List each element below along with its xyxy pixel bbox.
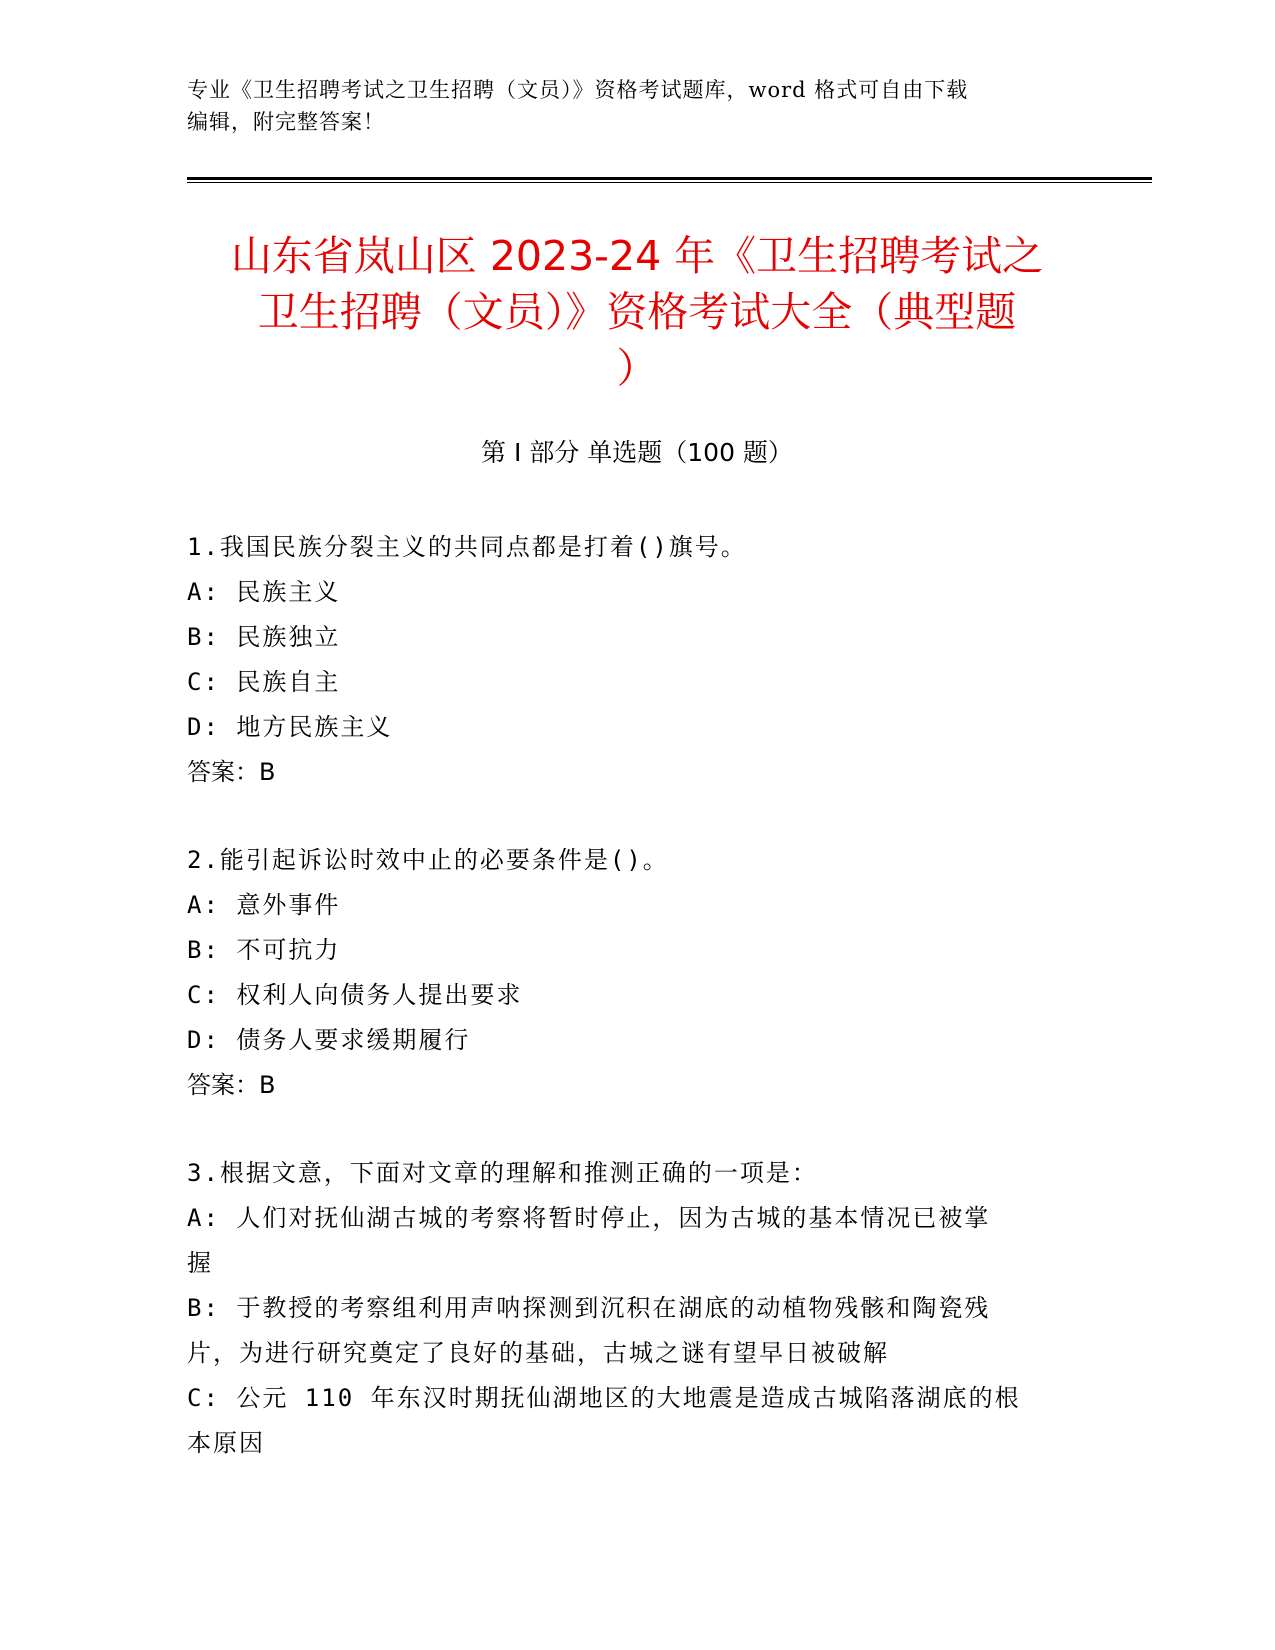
option-text: 于教授的考察组利用声呐探测到沉积在湖底的动植物残骸和陶瓷残	[219, 1294, 991, 1322]
option-key: C:	[187, 1384, 220, 1412]
document-title-line-3: ）	[616, 344, 658, 392]
option-a	[187, 1196, 1077, 1241]
option-d	[187, 705, 1077, 750]
option-text: 地方民族主义	[219, 713, 393, 741]
option-key: B:	[187, 1294, 220, 1322]
option-key: D:	[187, 713, 220, 741]
option-b	[187, 1286, 1077, 1331]
option-key: B:	[187, 623, 220, 651]
option-b	[187, 615, 1077, 660]
answer-label: 答案：	[187, 1071, 259, 1099]
question-3	[187, 1151, 1077, 1466]
option-a	[187, 883, 1077, 928]
header-note-line-1: 专业《卫生招聘考试之卫生招聘（文员）》资格考试题库，word 格式可自由下载	[187, 78, 969, 102]
answer-line	[187, 750, 1077, 795]
header-divider	[187, 177, 1152, 183]
option-key: C:	[187, 668, 220, 696]
answer-line	[187, 1063, 1077, 1108]
document-title-line-1: 山东省岚山区 2023-24 年《卫生招聘考试之	[230, 232, 1044, 280]
option-key: A:	[187, 578, 220, 606]
option-text: 公元 110 年东汉时期抚仙湖地区的大地震是造成古城陷落湖底的根	[219, 1384, 1021, 1412]
option-text: 人们对抚仙湖古城的考察将暂时停止，因为古城的基本情况已被掌	[219, 1204, 991, 1232]
question-1	[187, 525, 1077, 795]
option-d	[187, 1018, 1077, 1063]
answer-value: B	[259, 758, 276, 786]
option-c	[187, 1376, 1077, 1421]
answer-label: 答案：	[187, 758, 259, 786]
question-stem: 1.我国民族分裂主义的共同点都是打着()旗号。	[187, 533, 747, 561]
option-text: 民族自主	[219, 668, 341, 696]
option-text: 不可抗力	[219, 936, 341, 964]
section-title: 第 I 部分 单选题（100 题）	[481, 438, 793, 467]
option-c	[187, 973, 1077, 1018]
answer-value: B	[259, 1071, 276, 1099]
option-a	[187, 570, 1077, 615]
option-text: 债务人要求缓期履行	[219, 1026, 471, 1054]
option-key: B:	[187, 936, 220, 964]
header-divider-thick	[187, 177, 1152, 180]
option-text: 民族主义	[219, 578, 341, 606]
header-divider-thin	[187, 182, 1152, 183]
header-note	[187, 74, 1087, 138]
option-b-continued: 片，为进行研究奠定了良好的基础，古城之谜有望早日被破解	[187, 1339, 889, 1367]
option-c	[187, 660, 1077, 705]
question-2	[187, 838, 1077, 1108]
question-stem: 2.能引起诉讼时效中止的必要条件是()。	[187, 846, 669, 874]
document-title-line-2: 卫生招聘（文员）》资格考试大全（典型题	[257, 288, 1017, 336]
option-a-continued: 握	[187, 1249, 213, 1277]
document-title	[187, 228, 1087, 396]
option-key: C:	[187, 981, 220, 1009]
option-key: A:	[187, 1204, 220, 1232]
option-text: 意外事件	[219, 891, 341, 919]
question-list	[187, 525, 1077, 1509]
option-text: 民族独立	[219, 623, 341, 651]
option-c-continued: 本原因	[187, 1429, 265, 1457]
option-key: D:	[187, 1026, 220, 1054]
option-b	[187, 928, 1077, 973]
option-key: A:	[187, 891, 220, 919]
option-text: 权利人向债务人提出要求	[219, 981, 523, 1009]
header-note-line-2: 编辑，附完整答案！	[187, 110, 385, 134]
question-stem: 3.根据文意，下面对文章的理解和推测正确的一项是：	[187, 1159, 818, 1187]
